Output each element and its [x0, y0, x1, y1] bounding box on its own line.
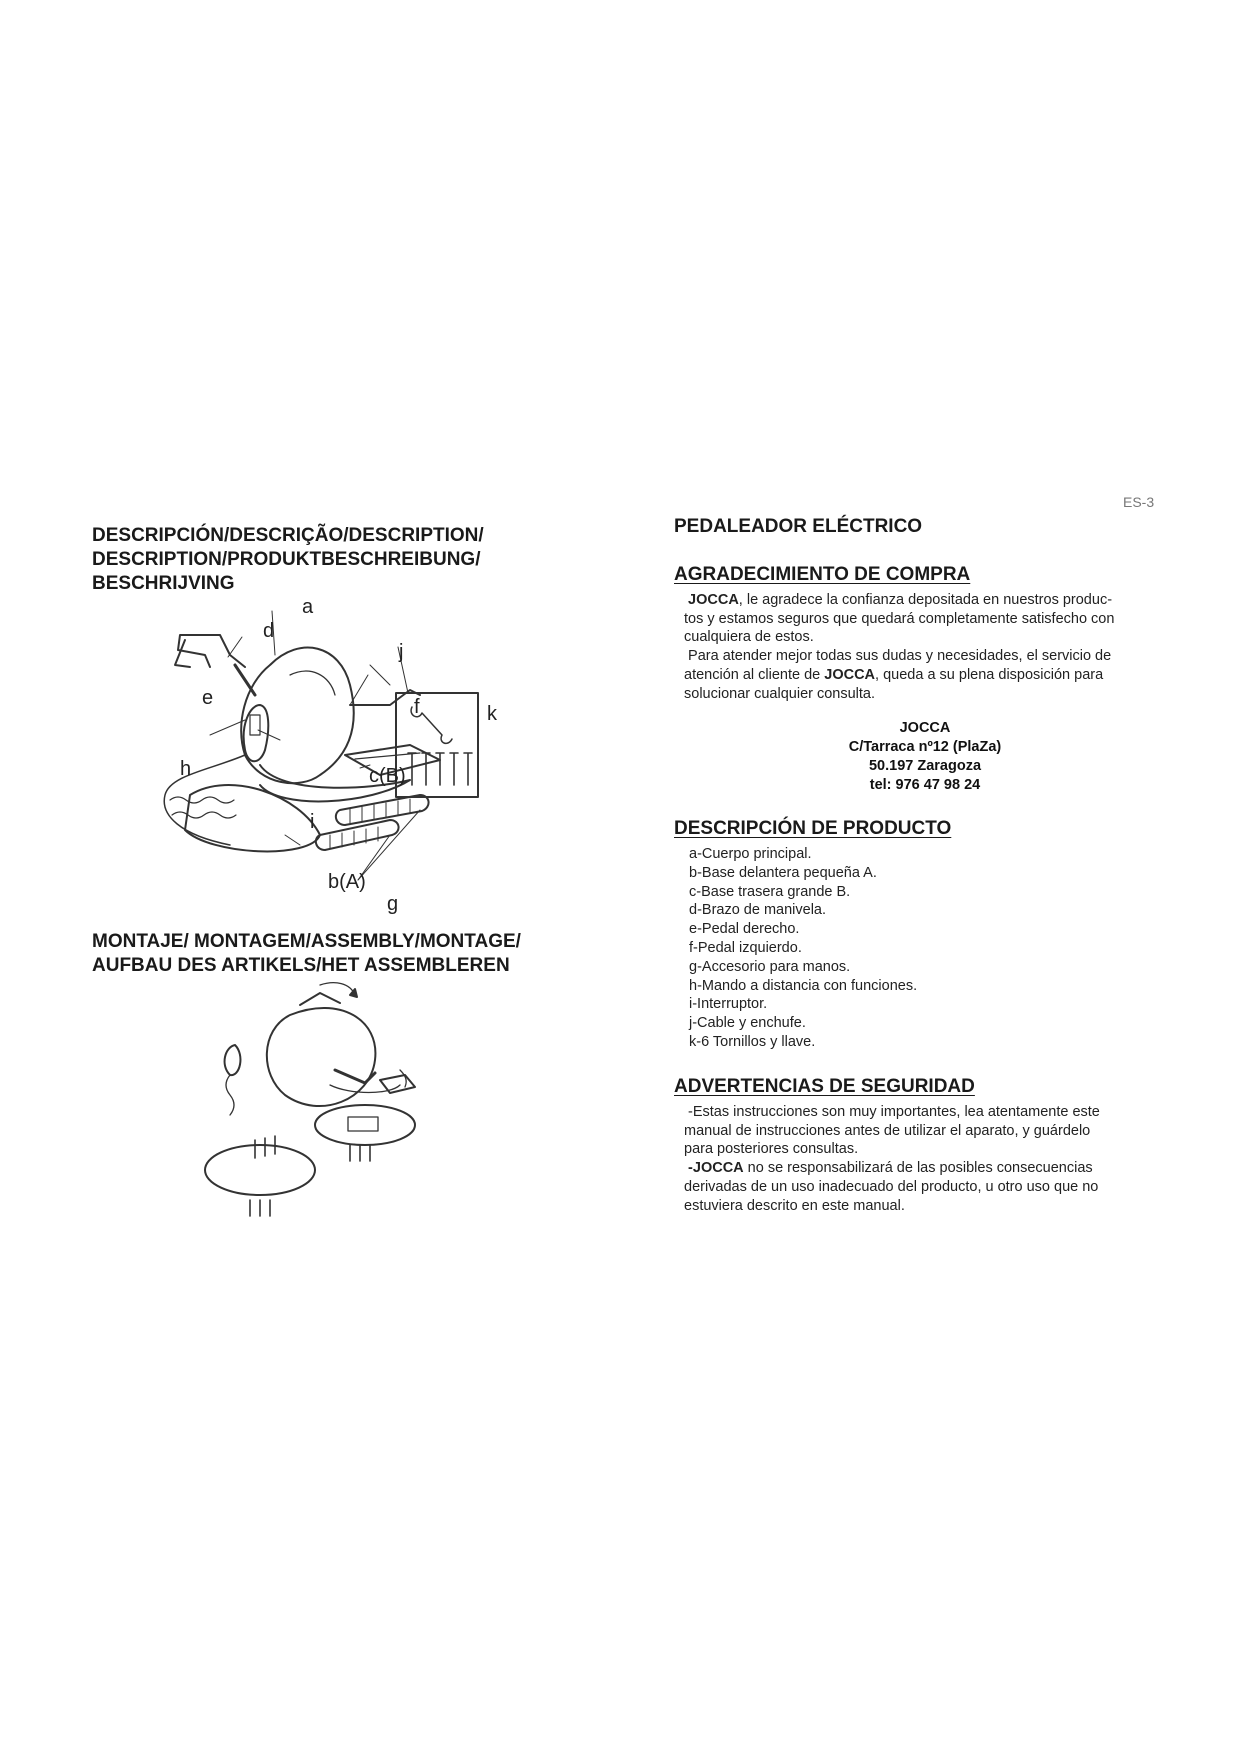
parts-list [689, 845, 917, 1052]
list-item: c-Base trasera grande B. [689, 883, 851, 900]
list-item: i-Interruptor. [689, 996, 768, 1013]
list-item: g-Accesorio para manos. [689, 958, 851, 975]
assembly-heading [92, 930, 521, 978]
description-heading-line: BESCHRIJVING [92, 573, 235, 594]
screws-icon [350, 1145, 370, 1161]
assembly-diagram [200, 975, 460, 1225]
address-line: 50.197 Zaragoza [868, 758, 982, 774]
front-base-shape [185, 785, 320, 851]
label-c: c(B) [369, 765, 406, 787]
thanks-paragraph: JOCCA, le agradece la confianza depositada en nuestros produc- tos y estamos seguros que quedará completamente satisfecho con cualquiera de estos. Para atender mejor todas sus dudas y necesidades, el servicio de atención al cliente de JOCCA, queda a su plena disposición para solucionar cualquier consulta. [684, 592, 1115, 702]
safety-heading: ADVERTENCIAS DE SEGURIDAD [674, 1076, 975, 1097]
label-d: d [263, 620, 275, 642]
product-title: PEDALEADOR ELÉCTRICO [674, 516, 923, 537]
remote-shape [225, 1045, 241, 1075]
pedal-shape [380, 1075, 415, 1093]
description-heading-line: DESCRIPTION/PRODUKTBESCHREIBUNG/ [92, 549, 481, 570]
description-heading [92, 524, 484, 596]
list-item: f-Pedal izquierdo. [689, 939, 802, 956]
thanks-heading: AGRADECIMIENTO DE COMPRA [674, 564, 971, 585]
label-h: h [180, 758, 192, 780]
description-heading-line: DESCRIPCIÓN/DESCRIÇÃO/DESCRIPTION/ [92, 525, 484, 546]
list-item: j-Cable y enchufe. [689, 1015, 806, 1032]
assembly-heading-line: AUFBAU DES ARTIKELS/HET ASSEMBLEREN [92, 955, 510, 976]
list-item: e-Pedal derecho. [689, 921, 800, 938]
label-b: b(A) [328, 871, 366, 893]
main-body-shape [267, 1008, 376, 1106]
label-e: e [202, 687, 214, 709]
page-number: ES-3 [1123, 494, 1155, 510]
crank-arm-shape [300, 993, 340, 1005]
label-f: f [414, 696, 420, 718]
list-item: d-Brazo de manivela. [689, 902, 827, 919]
brand-name: JOCCA [824, 666, 876, 683]
label-g: g [387, 893, 399, 915]
screws-icon [250, 1200, 270, 1216]
company-address [775, 719, 1075, 795]
screws-icon [408, 753, 472, 785]
brand-name: JOCCA [692, 1160, 744, 1177]
screws-icon [255, 1136, 275, 1158]
label-i: i [310, 811, 315, 833]
label-k: k [487, 703, 497, 725]
address-line: C/Tarraca nº12 (PlaZa) [848, 739, 1002, 755]
product-parts-diagram [150, 595, 560, 925]
front-base-shape [205, 1145, 315, 1195]
product-description-heading: DESCRIPCIÓN DE PRODUCTO [674, 818, 952, 839]
list-item: b-Base delantera pequeña A. [689, 864, 877, 881]
address-line: JOCCA [899, 720, 951, 736]
list-item: a-Cuerpo principal. [689, 846, 812, 862]
rear-base-shape [315, 1105, 415, 1145]
label-j: j [399, 641, 404, 663]
crank-arm-shape [178, 635, 245, 667]
hand-accessory-shape [316, 820, 399, 850]
address-line: tel: 976 47 98 24 [869, 777, 981, 793]
brand-name: JOCCA [688, 592, 739, 608]
list-item: k-6 Tornillos y llave. [689, 1033, 816, 1050]
label-a: a [302, 596, 314, 618]
list-item: h-Mando a distancia con funciones. [689, 977, 918, 994]
assembly-heading-line: MONTAJE/ MONTAGEM/ASSEMBLY/MONTAGE/ [92, 931, 521, 952]
safety-paragraph: -Estas instrucciones son muy importantes, lea atentamente este manual de instrucciones antes de utilizar el aparato, y guárdelo para posteriores consultas. -JOCCA no se responsabilizará de las posibles consecuencias derivadas de un uso inadecuado del producto, u otro uso que no estuviera descrito en este manual. [684, 1104, 1100, 1214]
